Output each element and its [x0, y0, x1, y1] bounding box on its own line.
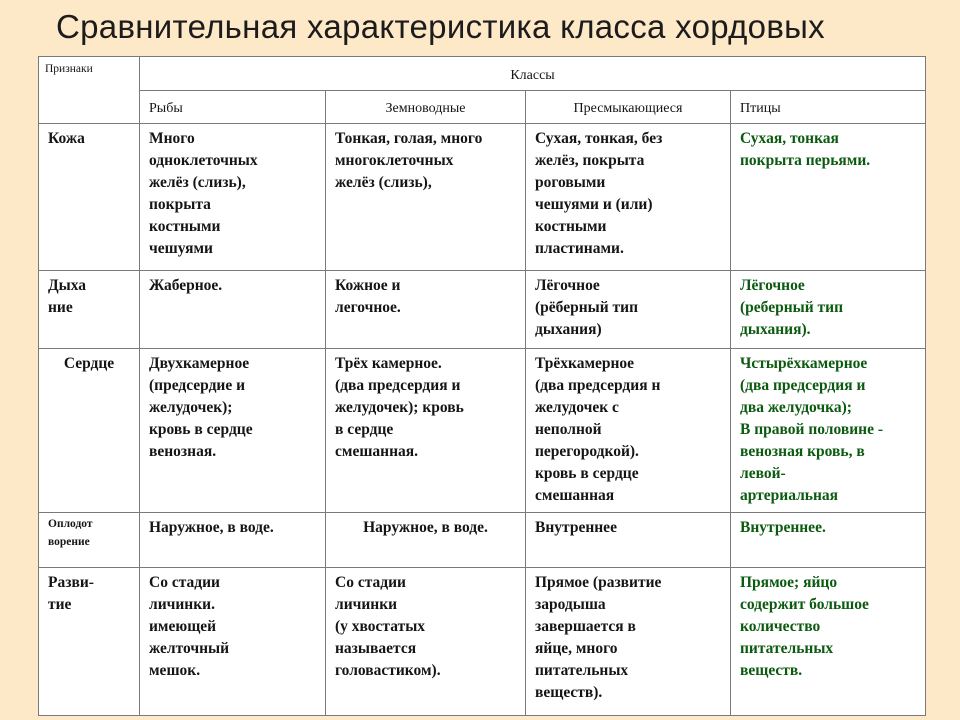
cell-text: Наружное, в воде.: [363, 519, 488, 536]
cell-fish-skin: [140, 124, 326, 271]
cell-text: Трёх камерное. (два предсердия и желудочек); кровь в сердце смешанная.: [335, 355, 464, 460]
row-feature-heart: [39, 349, 140, 513]
table-header-row-columns: [39, 91, 926, 124]
cell-fish-heart: [140, 349, 326, 513]
feature-label: Разви- тие: [48, 574, 94, 613]
row-feature-fertilization: [39, 513, 140, 568]
cell-text: Внутреннее: [535, 519, 617, 536]
cell-text: Со стадии личинки. имеющей желточный мешок.: [149, 574, 230, 679]
row-feature-development: [39, 568, 140, 716]
cell-birds-fertilization: [731, 513, 926, 568]
cell-reptiles-breathing: [526, 271, 731, 349]
feature-label: Дыха ние: [48, 277, 87, 316]
features-header-cell: [39, 57, 140, 124]
cell-text: Кожное и легочное.: [335, 277, 401, 316]
cell-text: Сухая, тонкая, без желёз, покрыта роговыми чешуями и (или) костными пластинами.: [535, 130, 663, 257]
features-header: Признаки: [45, 63, 93, 75]
cell-reptiles-fertilization: [526, 513, 731, 568]
cell-text: Наружное, в воде.: [149, 519, 274, 536]
comparison-table: [38, 56, 926, 716]
column-header-amphibians: Земноводные: [326, 91, 526, 124]
table-row: [39, 271, 926, 349]
cell-amphibians-heart: [326, 349, 526, 513]
cell-text: Прямое; яйцо содержит большое количество питательных веществ.: [740, 574, 869, 679]
table-row: [39, 513, 926, 568]
cell-text: Тонкая, голая, много многоклеточных желёз (слизь),: [335, 130, 483, 191]
cell-text: Трёхкамерное (два предсердия н желудочек с неполной перегородкой). кровь в сердце смешанная: [535, 355, 661, 504]
cell-text: Лёгочное (рёберный тип дыхания): [535, 277, 639, 338]
table-row: [39, 568, 926, 716]
column-header-fish: Рыбы: [140, 91, 326, 124]
cell-birds-breathing: [731, 271, 926, 349]
row-feature-breathing: [39, 271, 140, 349]
feature-label: Оплодот ворение: [48, 518, 93, 548]
feature-label: Сердце: [63, 355, 115, 372]
row-feature-skin: [39, 124, 140, 271]
cell-birds-development: [731, 568, 926, 716]
cell-fish-development: [140, 568, 326, 716]
cell-fish-fertilization: [140, 513, 326, 568]
cell-text: Много одноклеточных желёз (слизь), покрыта костными чешуями: [149, 130, 258, 257]
table-row: [39, 124, 926, 271]
cell-birds-heart: [731, 349, 926, 513]
cell-text: Двухкамерное (предсердие и желудочек); кровь в сердце венозная.: [149, 355, 253, 460]
cell-text: Чстырёхкамерное (два предсердия и два желудочка); В правой половине - венозная кровь, в левой- артериальная: [740, 355, 884, 504]
cell-birds-skin: [731, 124, 926, 271]
slide-title: Сравнительная характеристика класса хордовых: [56, 8, 825, 45]
cell-text: Прямое (развитие зародыша завершается в яйце, много питательных веществ).: [535, 574, 662, 701]
cell-reptiles-development: [526, 568, 731, 716]
cell-text: Внутреннее.: [740, 519, 826, 536]
cell-reptiles-heart: [526, 349, 731, 513]
cell-text: Сухая, тонкая покрыта перьями.: [740, 130, 871, 169]
cell-fish-breathing: [140, 271, 326, 349]
cell-amphibians-skin: [326, 124, 526, 271]
cell-amphibians-breathing: [326, 271, 526, 349]
column-header-birds: Птицы: [731, 91, 926, 124]
column-header-reptiles: Пресмыкающиеся: [526, 91, 731, 124]
cell-text: Лёгочное (реберный тип дыхания).: [740, 277, 844, 338]
cell-reptiles-skin: [526, 124, 731, 271]
classes-header-cell: [140, 57, 926, 91]
classes-header: Классы: [510, 68, 555, 83]
table-header-row-classes: [39, 57, 926, 91]
feature-label: Кожа: [48, 130, 85, 147]
cell-text: Жаберное.: [149, 277, 223, 294]
cell-text: Со стадии личинки (у хвостатых называется головастиком).: [335, 574, 441, 679]
table-row: [39, 349, 926, 513]
cell-amphibians-fertilization: [326, 513, 526, 568]
cell-amphibians-development: [326, 568, 526, 716]
